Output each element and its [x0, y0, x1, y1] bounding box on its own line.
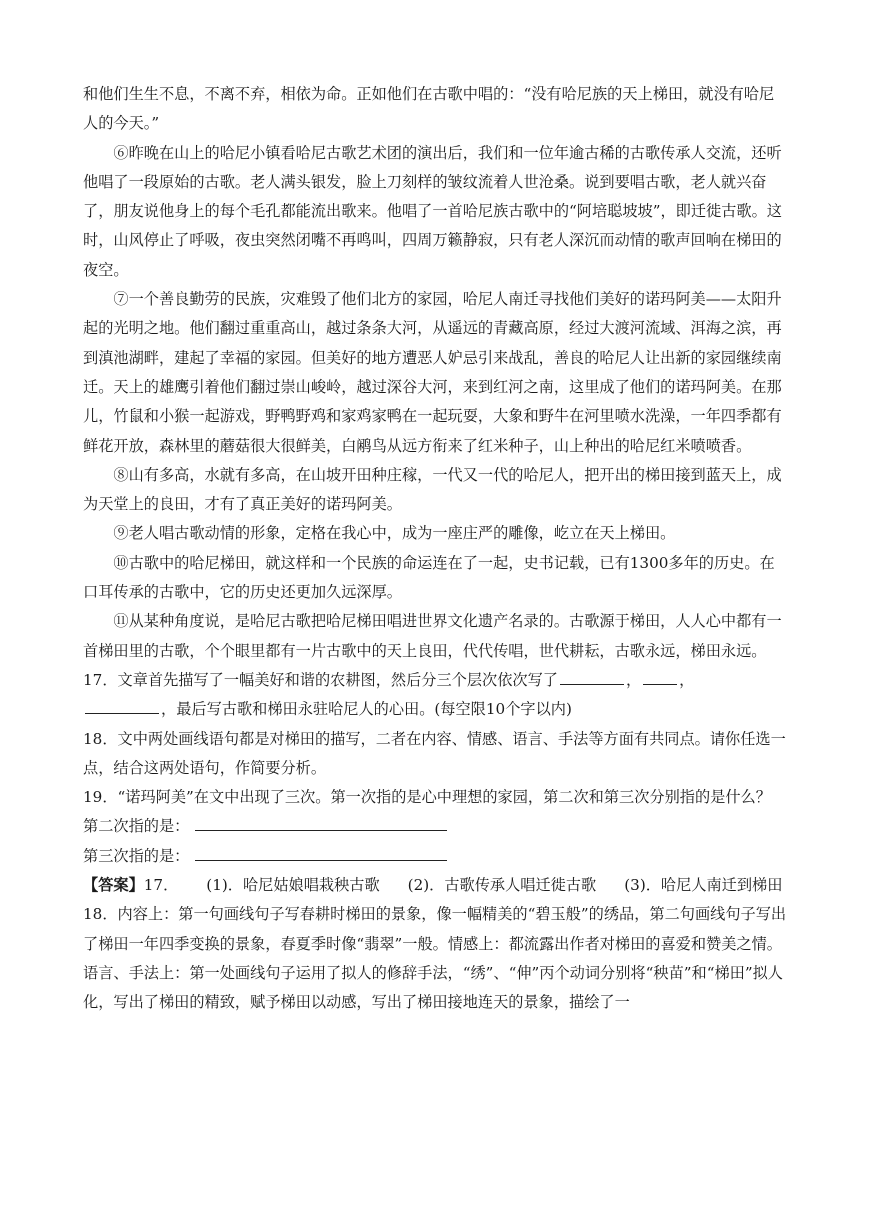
- answer-label: 【答案】: [83, 876, 144, 895]
- question-19: 19．“诺玛阿美”在文中出现了三次。第一次指的是心中理想的家园，第二次和第三次分别指的是什么？: [83, 788, 771, 807]
- question-17-separator: ，: [625, 670, 642, 689]
- paragraph-5-continued: 和他们生生不息，不离不弃，相依为命。正如他们在古歌中唱的：“没有哈尼族的天上梯田，就没有哈尼人的今天。”: [83, 85, 775, 133]
- question-19-second-label: 第二次指的是：: [83, 817, 190, 836]
- answer-17-part-2: (2)．古歌传承人唱迁徙古歌: [407, 876, 597, 895]
- question-18: 18．文中两处画线语句都是对梯田的描写，二者在内容、情感、语言、手法等方面有共同点。请你任选一点，结合这两处语句，作简要分析。: [83, 729, 786, 777]
- answer-17-part-1: (1)．哈尼姑娘唱栽秧古歌: [206, 876, 380, 895]
- document-page: [83, 80, 789, 1018]
- paragraph-8: ⑧山有多高，水就有多高，在山坡开田种庄稼，一代又一代的哈尼人，把开出的梯田接到蓝天上，成为天堂上的良田，才有了真正美好的诺玛阿美。: [83, 465, 782, 514]
- answer-line-second[interactable]: [195, 829, 447, 831]
- paragraph-9: ⑨老人唱古歌动情的形象，定格在我心中，成为一座庄严的雕像，屹立在天上梯田。: [113, 524, 676, 543]
- question-19-third: [83, 842, 789, 871]
- answer-blank-3[interactable]: [85, 712, 159, 714]
- answer-18: 18．内容上：第一句画线句子写春耕时梯田的景象，像一幅精美的“碧玉般”的绣品，第二句画线句子写出了梯田一年四季变换的景象，春夏季时像“翡翠”一般。情感上：都流露出作者对梯田的喜爱和赞美之情。语言、手法上：第一处画线句子运用了拟人的修辞手法，“绣”、“伸”丙个动词分别将“秧苗”和“梯田”拟人化，写出了梯田的精致，赋予梯田以动感，写出了梯田接地连天的景象，描绘了一: [83, 905, 787, 1012]
- question-17-text-end: ，最后写古歌和梯田永驻哈尼人的心田。(每空限10个字以内): [161, 700, 572, 719]
- paragraph-6: ⑥昨晚在山上的哈尼小镇看哈尼古歌艺术团的演出后，我们和一位年逾古稀的古歌传承人交流，还听他唱了一段原始的古歌。老人满头银发，脸上刀刻样的皱纹流着人世沧桑。说到要唱古歌，老人就兴奋了，朋友说他身上的每个毛孔都能流出歌来。他唱了一首哈尼族古歌中的“阿培聪坡坡”，即迁徙古歌。这时，山风停止了呼吸，夜虫突然闭嘴不再鸣叫，四周万籁静寂，只有老人深沉而动情的歌声回响在梯田的夜空。: [83, 143, 782, 279]
- answer-blank-2[interactable]: [643, 683, 677, 685]
- answer-17-part-3: (3)．哈尼人南迁到梯田: [624, 876, 783, 895]
- answer-17-number: 17．: [143, 876, 179, 895]
- answer-line-third[interactable]: [195, 859, 447, 861]
- question-19-second: [83, 812, 789, 841]
- question-17-separator: ，: [679, 670, 695, 689]
- answer-17: [83, 871, 789, 900]
- paragraph-7: ⑦一个善良勤劳的民族，灾难毁了他们北方的家园，哈尼人南迁寻找他们美好的诺玛阿美——太阳升起的光明之地。他们翻过重重高山，越过条条大河，从遥远的青藏高原，经过大渡河流域、洱海之滨，再到滇池湖畔，建起了幸福的家园。但美好的地方遭恶人妒忌引来战乱，善良的哈尼人让出新的家园继续南迁。天上的雄鹰引着他们翻过崇山峻岭，越过深谷大河，来到红河之南，这里成了他们的诺玛阿美。在那儿，竹鼠和小猴一起游戏，野鸭野鸡和家鸡家鸭在一起玩耍，大象和野牛在河里喷水洗澡，一年四季都有鲜花开放，森林里的蘑菇很大很鲜美，白鹇鸟从远方衔来了红米种子，山上种出的哈尼红米喷喷香。: [83, 290, 782, 455]
- paragraph-11: ⑪从某种角度说，是哈尼古歌把哈尼梯田唱进世界文化遗产名录的。古歌源于梯田，人人心中都有一首梯田里的古歌，个个眼里都有一片古歌中的天上良田，代代传唱，世代耕耘，古歌永远，梯田永远。: [83, 612, 782, 660]
- question-19-third-label: 第三次指的是：: [83, 846, 190, 865]
- answer-blank-1[interactable]: [560, 683, 624, 685]
- question-17: [83, 666, 789, 725]
- paragraph-10: ⑩古歌中的哈尼梯田，就这样和一个民族的命运连在了一起，史书记载，已有1300多年的历史。在口耳传承的古歌中，它的历史还更加久远深厚。: [83, 553, 775, 602]
- question-17-text: 17．文章首先描写了一幅美好和谐的农耕图，然后分三个层次依次写了: [83, 670, 558, 689]
